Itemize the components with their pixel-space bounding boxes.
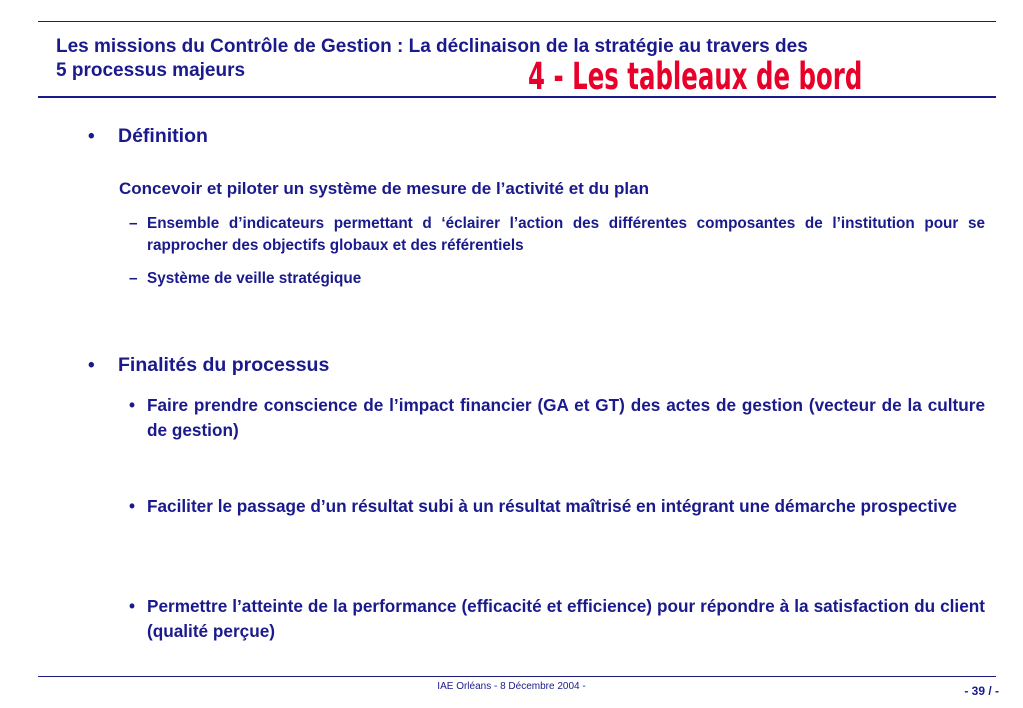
section-banner: 4 - Les tableaux de bord xyxy=(528,55,863,98)
dash-marker: – xyxy=(129,215,138,232)
finalites-item xyxy=(129,494,985,519)
dot-marker: • xyxy=(129,596,136,616)
bullet-icon: • xyxy=(88,126,95,147)
definition-summary: Concevoir et piloter un système de mesure de l’activité et du plan xyxy=(119,179,649,198)
finalites-item-text: Faciliter le passage d’un résultat subi à un résultat maîtrisé en intégrant une démarche prospective xyxy=(147,496,957,516)
finalites-item-text: Permettre l’atteinte de la performance (efficacité et efficience) pour répondre à la satisfaction du client (qualité perçue) xyxy=(147,596,985,641)
dash-marker: – xyxy=(129,270,138,287)
definition-item-text: Ensemble d’indicateurs permettant d ‘éclairer l’action des différentes composantes de l’institution pour se rapprocher des objectifs globaux et des référentiels xyxy=(147,215,985,254)
page-number: - 39 / - xyxy=(964,684,999,698)
definition-item xyxy=(129,268,985,290)
slide-title-line-1: Les missions du Contrôle de Gestion : La déclinaison de la stratégie au travers des xyxy=(56,36,808,57)
finalites-bullet-row xyxy=(88,354,329,377)
dot-marker: • xyxy=(129,496,136,516)
finalites-item-text: Faire prendre conscience de l’impact financier (GA et GT) des actes de gestion (vecteur de la culture de gestion) xyxy=(147,395,985,440)
title-divider xyxy=(38,96,996,98)
definition-heading: Définition xyxy=(118,125,208,147)
finalites-item xyxy=(129,594,985,644)
definition-item-text: Système de veille stratégique xyxy=(147,270,362,287)
definition-bullet-row xyxy=(88,125,208,148)
definition-item xyxy=(129,213,985,257)
finalites-item xyxy=(129,393,985,443)
top-divider xyxy=(38,21,996,22)
slide-title-line-2: 5 processus majeurs xyxy=(56,60,246,81)
bullet-icon: • xyxy=(88,355,95,376)
footer-divider xyxy=(38,676,996,677)
finalites-heading: Finalités du processus xyxy=(118,354,330,376)
footer-text: IAE Orléans - 8 Décembre 2004 - xyxy=(437,681,586,692)
dot-marker: • xyxy=(129,395,136,415)
